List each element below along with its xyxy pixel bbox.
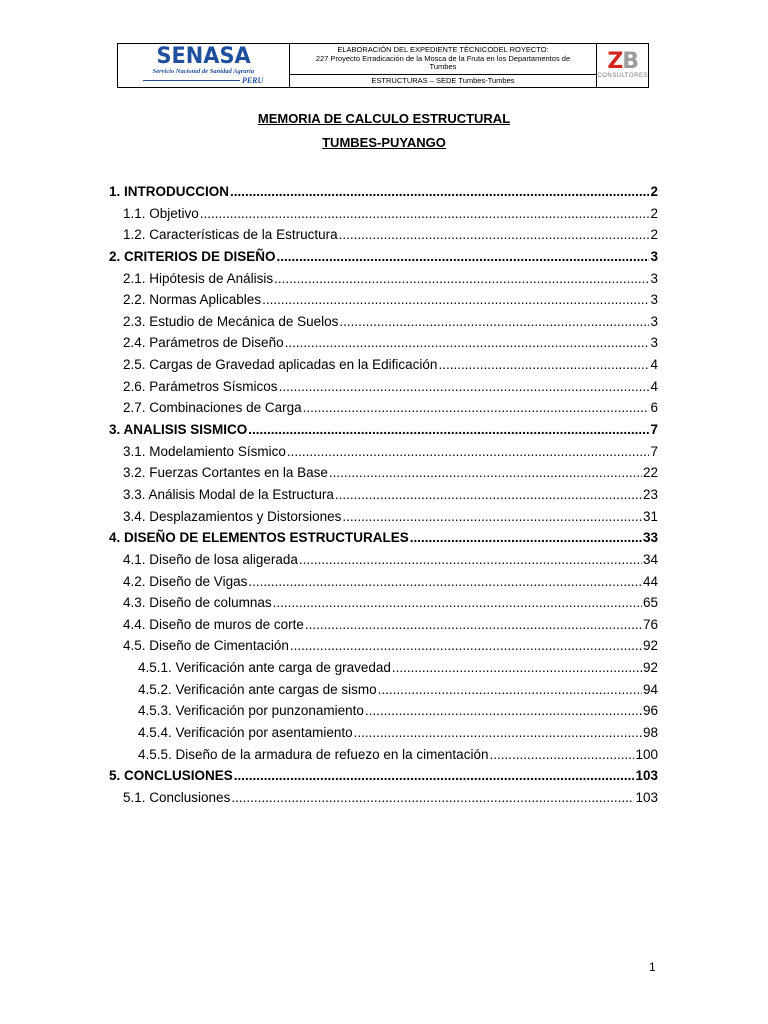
toc-entry-label: 4. DISEÑO DE ELEMENTOS ESTRUCTURALES (109, 530, 409, 546)
toc-entry-label: 2. CRITERIOS DE DISEÑO (109, 248, 276, 264)
toc-entry-page: 76 (642, 616, 658, 632)
toc-entry-page: 103 (635, 768, 658, 784)
toc-entry[interactable] (123, 443, 658, 461)
toc-entry[interactable] (123, 486, 658, 504)
toc-entry[interactable] (123, 270, 658, 288)
toc-entry[interactable] (138, 746, 658, 764)
toc-entry-page: 33 (642, 530, 658, 546)
toc-entry[interactable] (123, 637, 658, 655)
toc-entry-label: 4.4. Diseño de muros de corte (123, 616, 304, 632)
senasa-logo-name: SENASA (156, 44, 251, 69)
zb-consultores-logo (597, 44, 648, 87)
project-line-3: Tumbes (429, 62, 457, 71)
toc-entry[interactable] (123, 616, 658, 634)
toc-entry[interactable] (109, 183, 658, 201)
toc-entry[interactable] (138, 681, 658, 699)
toc-leader-dots (354, 724, 642, 742)
toc-leader-dots (299, 551, 642, 569)
toc-leader-dots (200, 205, 650, 223)
toc-leader-dots (248, 573, 642, 591)
toc-entry-label: 4.5.3. Verificación por punzonamiento (138, 703, 364, 719)
toc-leader-dots (279, 378, 650, 396)
toc-entry[interactable] (123, 573, 658, 591)
toc-entry-page: 22 (642, 465, 658, 481)
toc-entry-label: 1.2. Características de la Estructura (123, 227, 338, 243)
toc-entry-label: 4.5.1. Verificación ante carga de gravedad (138, 660, 391, 676)
toc-entry-page: 3 (650, 335, 658, 351)
toc-entry[interactable] (123, 399, 658, 417)
toc-leader-dots (410, 529, 642, 547)
toc-leader-dots (392, 659, 642, 677)
toc-leader-dots (230, 183, 649, 201)
toc-leader-dots (303, 399, 650, 417)
toc-leader-dots (273, 594, 642, 612)
toc-leader-dots (339, 313, 649, 331)
senasa-logo-subtitle: Servicio Nacional de Sanidad Agraria (152, 68, 255, 75)
toc-entry-page: 7 (650, 422, 658, 438)
toc-entry-label: 5.1. Conclusiones (123, 789, 231, 805)
toc-entry-page: 98 (642, 725, 658, 740)
toc-leader-dots (290, 637, 642, 655)
toc-entry-label: 3.3. Análisis Modal de la Estructura (123, 486, 334, 502)
document-title: MEMORIA DE CALCULO ESTRUCTURAL (257, 111, 511, 126)
toc-entry-page: 92 (642, 660, 658, 676)
toc-leader-dots (378, 681, 642, 699)
toc-entry-label: 1. INTRODUCCION (109, 184, 230, 199)
toc-entry-page: 3 (650, 292, 658, 308)
toc-entry[interactable] (109, 767, 658, 785)
toc-entry-label: 3.2. Fuerzas Cortantes en la Base (123, 465, 328, 481)
page-number: 1 (649, 960, 656, 974)
toc-leader-dots (342, 508, 642, 526)
toc-entry-page: 92 (642, 638, 658, 654)
toc-entry-page: 94 (642, 681, 658, 697)
toc-entry-label: 2.5. Cargas de Gravedad aplicadas en la Edificación (123, 357, 438, 373)
toc-entry-page: 2 (650, 205, 658, 221)
senasa-logo-country-row (143, 76, 263, 85)
document-subtitle: TUMBES-PUYANGO (322, 135, 446, 150)
toc-entry-page: 2 (650, 227, 658, 243)
zb-logo-mark: ZB (607, 49, 639, 74)
toc-entry[interactable] (123, 356, 658, 374)
toc-entry-label: 4.5.2. Verificación ante cargas de sismo (138, 681, 377, 697)
toc-entry-page: 6 (650, 400, 658, 416)
toc-leader-dots (274, 270, 649, 288)
toc-entry-label: 2.7. Combinaciones de Carga (123, 400, 302, 416)
toc-leader-dots (248, 421, 649, 439)
project-section: ESTRUCTURAS – SEDE Tumbes-Tumbes (371, 76, 515, 85)
toc-leader-dots (438, 356, 649, 374)
toc-entry-label: 4.3. Diseño de columnas (123, 595, 272, 611)
zb-logo-name: CONSULTORES (597, 73, 648, 79)
document-header (117, 43, 649, 88)
toc-entry-label: 5. CONCLUSIONES (109, 768, 233, 784)
toc-entry[interactable] (138, 659, 658, 677)
toc-entry-label: 4.5.4. Verificación por asentamiento (138, 725, 353, 740)
toc-leader-dots (234, 767, 635, 785)
toc-entry-page: 44 (642, 573, 658, 589)
toc-entry-label: 4.5. Diseño de Cimentación (123, 638, 289, 654)
toc-entry-page: 2 (650, 184, 658, 199)
toc-entry-label: 2.1. Hipótesis de Análisis (123, 270, 274, 286)
toc-leader-dots (287, 443, 650, 461)
toc-entry-page: 4 (650, 378, 658, 394)
toc-entry[interactable] (123, 789, 658, 807)
toc-leader-dots (339, 226, 650, 244)
senasa-logo (118, 44, 290, 87)
toc-entry-label: 4.5.5. Diseño de la armadura de refuezo en la cimentación (138, 746, 489, 762)
toc-leader-dots (285, 334, 650, 352)
toc-entry-page: 23 (642, 486, 658, 502)
toc-entry-label: 2.4. Parámetros de Diseño (123, 335, 284, 351)
toc-entry[interactable] (123, 226, 658, 244)
toc-entry-page: 34 (642, 551, 658, 567)
toc-leader-dots (231, 789, 634, 807)
toc-entry-page: 100 (635, 746, 658, 762)
toc-entry[interactable] (123, 508, 658, 526)
toc-leader-dots (335, 486, 642, 504)
toc-entry[interactable] (123, 205, 658, 223)
toc-entry-label: 4.2. Diseño de Vigas (123, 573, 248, 589)
toc-entry[interactable] (123, 291, 658, 309)
toc-entry-label: 3.4. Desplazamientos y Distorsiones (123, 508, 342, 524)
toc-entry[interactable] (109, 421, 658, 439)
toc-entry[interactable] (123, 313, 658, 331)
project-line-1: ELABORACIÓN DEL EXPEDIENTE TÉCNICODEL ROYECTO: (337, 45, 549, 54)
project-info (290, 44, 598, 87)
toc-leader-dots (329, 464, 642, 482)
toc-leader-dots (277, 248, 650, 266)
toc-entry-page: 7 (650, 443, 658, 459)
toc-entry[interactable] (123, 464, 658, 482)
toc-leader-dots (262, 291, 649, 309)
toc-entry-page: 103 (635, 789, 658, 805)
toc-entry-label: 2.3. Estudio de Mecánica de Suelos (123, 313, 339, 329)
toc-entry-page: 65 (642, 595, 658, 611)
toc-entry-label: 3.1. Modelamiento Sísmico (123, 443, 286, 459)
toc-entry-label: 2.2. Normas Aplicables (123, 292, 262, 308)
project-description (290, 44, 597, 75)
toc-entry[interactable] (123, 594, 658, 612)
toc-entry-label: 2.6. Parámetros Sísmicos (123, 378, 278, 394)
toc-entry[interactable] (138, 702, 658, 720)
toc-entry-page: 3 (650, 270, 658, 286)
toc-entry-label: 4.1. Diseño de losa aligerada (123, 551, 298, 567)
project-line-2: 227 Proyecto Erradicación de la Mosca de la Fruta en los Departamentos de (315, 53, 571, 63)
toc-leader-dots (365, 702, 642, 720)
toc-entry[interactable] (109, 529, 658, 547)
toc-entry-label: 3. ANALISIS SISMICO (109, 422, 248, 438)
toc-leader-dots (305, 616, 642, 634)
senasa-logo-rule (143, 80, 240, 82)
toc-entry[interactable] (123, 378, 658, 396)
toc-leader-dots (489, 746, 634, 764)
toc-entry[interactable] (138, 724, 658, 742)
toc-entry[interactable] (123, 334, 658, 352)
toc-entry-page: 3 (650, 248, 658, 264)
toc-entry-label: 1.1. Objetivo (123, 205, 199, 221)
toc-entry-page: 3 (650, 313, 658, 329)
toc-entry-page: 96 (642, 703, 658, 719)
toc-entry-page: 4 (650, 357, 658, 373)
senasa-logo-country: PERU (241, 76, 264, 85)
toc-entry[interactable] (109, 248, 658, 266)
toc-entry[interactable] (123, 551, 658, 569)
toc-entry-page: 31 (642, 508, 658, 524)
